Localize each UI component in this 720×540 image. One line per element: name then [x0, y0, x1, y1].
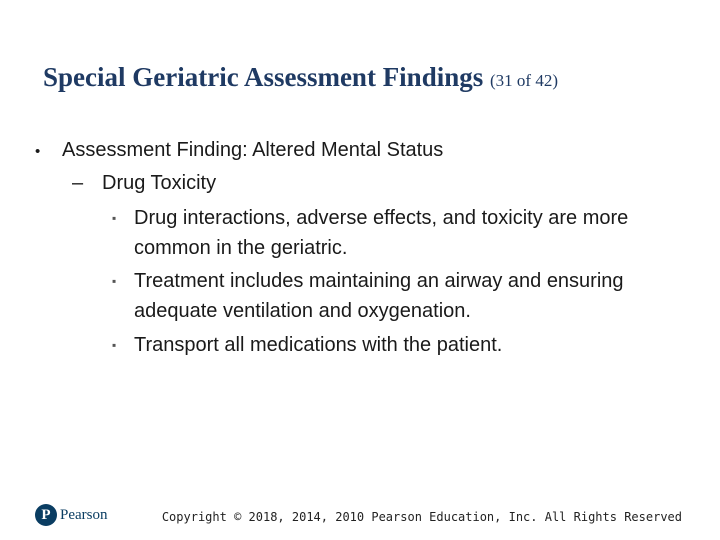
bullet-level3-text: Transport all medications with the patient. [134, 334, 503, 356]
slide-title-text: Special Geriatric Assessment Findings [43, 62, 484, 92]
slide-count: (31 of 42) [490, 71, 558, 90]
bullet-level3-text: Treatment includes maintaining an airway and ensuring adequate ventilation and oxygenation. [134, 270, 624, 322]
bullet-level1-text: Assessment Finding: Altered Mental Status [62, 139, 444, 161]
square-bullet-icon: ▪ [112, 274, 117, 288]
dash-icon: – [72, 172, 84, 194]
bullet-dot-icon: • [35, 143, 41, 160]
square-bullet-icon: ▪ [112, 211, 117, 225]
bullet-level2 [72, 168, 216, 198]
pearson-logo-icon: P [35, 504, 57, 526]
copyright-notice: Copyright © 2018, 2014, 2010 Pearson Education, Inc. All Rights Reserved [161, 510, 682, 524]
slide-title [43, 62, 558, 93]
square-bullet-icon: ▪ [112, 338, 117, 352]
bullet-level3-text: Drug interactions, adverse effects, and toxicity are more common in the geriatric. [134, 207, 629, 259]
bullet-level1 [35, 135, 443, 167]
bullet-level3 [112, 203, 682, 263]
pearson-logo [35, 504, 108, 526]
bullet-level3 [112, 330, 682, 360]
bullet-level3 [112, 266, 682, 326]
bullet-level2-text: Drug Toxicity [102, 172, 217, 194]
pearson-logo-text: Pearson [60, 506, 108, 523]
